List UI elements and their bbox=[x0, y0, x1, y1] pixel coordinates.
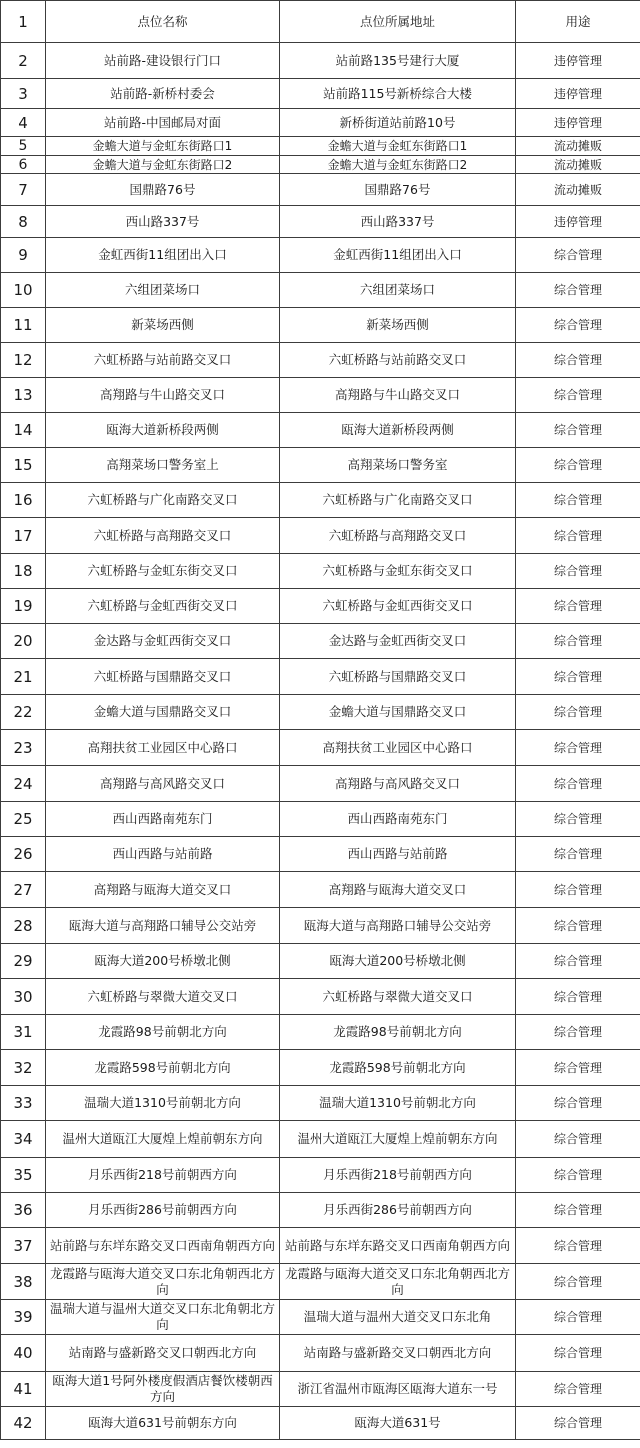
table-row bbox=[1, 156, 640, 174]
table-row bbox=[1, 908, 640, 944]
table-row bbox=[1, 206, 640, 238]
usage-cell: 综合管理 bbox=[516, 837, 640, 872]
table-row bbox=[1, 1228, 640, 1264]
location-name-cell: 六虹桥路与金虹东街交叉口 bbox=[46, 554, 280, 589]
table-row bbox=[1, 43, 640, 79]
location-address-cell: 金蟾大道与国鼎路交叉口 bbox=[280, 695, 516, 730]
location-address-cell: 瓯海大道200号桥墩北侧 bbox=[280, 944, 516, 979]
location-name-cell: 瓯海大道与高翔路口辅导公交站旁 bbox=[46, 908, 280, 944]
location-address-cell: 浙江省温州市瓯海区瓯海大道东一号 bbox=[280, 1372, 516, 1407]
location-name-cell: 站南路与盛新路交叉口朝西北方向 bbox=[46, 1335, 280, 1372]
location-name-cell: 月乐西街218号前朝西方向 bbox=[46, 1158, 280, 1193]
location-name-cell: 西山路337号 bbox=[46, 206, 280, 238]
row-number-cell: 13 bbox=[1, 378, 46, 413]
row-number-cell: 42 bbox=[1, 1407, 46, 1440]
location-address-cell: 高翔路与高风路交叉口 bbox=[280, 766, 516, 802]
usage-cell: 综合管理 bbox=[516, 1300, 640, 1335]
location-name-cell: 龙霞路598号前朝北方向 bbox=[46, 1050, 280, 1086]
usage-cell: 综合管理 bbox=[516, 554, 640, 589]
usage-cell: 违停管理 bbox=[516, 43, 640, 79]
usage-cell: 综合管理 bbox=[516, 273, 640, 308]
usage-cell: 综合管理 bbox=[516, 413, 640, 448]
row-number-cell: 31 bbox=[1, 1015, 46, 1050]
usage-cell: 综合管理 bbox=[516, 802, 640, 837]
row-number-cell: 35 bbox=[1, 1158, 46, 1193]
table-row bbox=[1, 1086, 640, 1121]
location-name-cell: 六虹桥路与站前路交叉口 bbox=[46, 343, 280, 378]
header-address-cell: 点位所属地址 bbox=[280, 1, 516, 43]
usage-cell: 综合管理 bbox=[516, 1264, 640, 1300]
row-number-cell: 41 bbox=[1, 1372, 46, 1407]
location-address-cell: 六虹桥路与高翔路交叉口 bbox=[280, 518, 516, 554]
usage-cell: 综合管理 bbox=[516, 1372, 640, 1407]
row-number-cell: 21 bbox=[1, 659, 46, 695]
table-row bbox=[1, 109, 640, 137]
location-name-cell: 高翔路与牛山路交叉口 bbox=[46, 378, 280, 413]
usage-cell: 综合管理 bbox=[516, 695, 640, 730]
usage-cell: 综合管理 bbox=[516, 944, 640, 979]
location-address-cell: 龙霞路98号前朝北方向 bbox=[280, 1015, 516, 1050]
usage-cell: 综合管理 bbox=[516, 908, 640, 944]
usage-cell: 综合管理 bbox=[516, 518, 640, 554]
header-row bbox=[1, 1, 640, 43]
table-row bbox=[1, 802, 640, 837]
usage-cell: 综合管理 bbox=[516, 1228, 640, 1264]
row-number-cell: 3 bbox=[1, 79, 46, 109]
table-row bbox=[1, 730, 640, 766]
table-row bbox=[1, 1335, 640, 1372]
location-name-cell: 瓯海大道631号前朝东方向 bbox=[46, 1407, 280, 1440]
location-name-cell: 六虹桥路与高翔路交叉口 bbox=[46, 518, 280, 554]
table-row bbox=[1, 1300, 640, 1335]
row-number-cell: 15 bbox=[1, 448, 46, 483]
usage-cell: 综合管理 bbox=[516, 483, 640, 518]
table-row bbox=[1, 554, 640, 589]
usage-cell: 综合管理 bbox=[516, 1407, 640, 1440]
row-number-cell: 10 bbox=[1, 273, 46, 308]
location-address-cell: 金虹西街11组团出入口 bbox=[280, 238, 516, 273]
location-address-cell: 温瑞大道1310号前朝北方向 bbox=[280, 1086, 516, 1121]
table-row bbox=[1, 1050, 640, 1086]
location-address-cell: 月乐西街218号前朝西方向 bbox=[280, 1158, 516, 1193]
row-number-cell: 29 bbox=[1, 944, 46, 979]
location-name-cell: 龙霞路与瓯海大道交叉口东北角朝西北方向 bbox=[46, 1264, 280, 1300]
location-name-cell: 金虹西街11组团出入口 bbox=[46, 238, 280, 273]
table-row bbox=[1, 448, 640, 483]
location-name-cell: 站前路-新桥村委会 bbox=[46, 79, 280, 109]
row-number-cell: 17 bbox=[1, 518, 46, 554]
row-number-cell: 7 bbox=[1, 174, 46, 206]
usage-cell: 违停管理 bbox=[516, 79, 640, 109]
usage-cell: 流动摊贩 bbox=[516, 156, 640, 174]
location-address-cell: 六组团菜场口 bbox=[280, 273, 516, 308]
row-number-cell: 34 bbox=[1, 1121, 46, 1158]
row-number-cell: 16 bbox=[1, 483, 46, 518]
table-row bbox=[1, 378, 640, 413]
row-number-cell: 4 bbox=[1, 109, 46, 137]
usage-cell: 综合管理 bbox=[516, 1121, 640, 1158]
row-number-cell: 2 bbox=[1, 43, 46, 79]
location-name-cell: 西山西路与站前路 bbox=[46, 837, 280, 872]
location-address-cell: 西山路337号 bbox=[280, 206, 516, 238]
location-name-cell: 月乐西街286号前朝西方向 bbox=[46, 1193, 280, 1228]
row-number-cell: 25 bbox=[1, 802, 46, 837]
row-number-cell: 28 bbox=[1, 908, 46, 944]
location-name-cell: 六虹桥路与金虹西街交叉口 bbox=[46, 589, 280, 624]
location-name-cell: 站前路与东垟东路交叉口西南角朝西方向 bbox=[46, 1228, 280, 1264]
location-name-cell: 温瑞大道1310号前朝北方向 bbox=[46, 1086, 280, 1121]
location-name-cell: 六虹桥路与翠微大道交叉口 bbox=[46, 979, 280, 1015]
usage-cell: 综合管理 bbox=[516, 872, 640, 908]
location-name-cell: 瓯海大道新桥段两侧 bbox=[46, 413, 280, 448]
location-name-cell: 六组团菜场口 bbox=[46, 273, 280, 308]
row-number-cell: 27 bbox=[1, 872, 46, 908]
table-row bbox=[1, 483, 640, 518]
table-row bbox=[1, 1264, 640, 1300]
location-address-cell: 六虹桥路与翠微大道交叉口 bbox=[280, 979, 516, 1015]
table-row bbox=[1, 79, 640, 109]
usage-cell: 违停管理 bbox=[516, 109, 640, 137]
row-number-cell: 40 bbox=[1, 1335, 46, 1372]
row-number-cell: 9 bbox=[1, 238, 46, 273]
row-number-cell: 18 bbox=[1, 554, 46, 589]
location-name-cell: 金蟾大道与金虹东街路口1 bbox=[46, 137, 280, 156]
location-address-cell: 金达路与金虹西街交叉口 bbox=[280, 624, 516, 659]
usage-cell: 综合管理 bbox=[516, 1193, 640, 1228]
row-number-cell: 23 bbox=[1, 730, 46, 766]
table-row bbox=[1, 308, 640, 343]
table-row bbox=[1, 766, 640, 802]
location-address-cell: 西山西路南苑东门 bbox=[280, 802, 516, 837]
location-address-cell: 月乐西街286号前朝西方向 bbox=[280, 1193, 516, 1228]
usage-cell: 综合管理 bbox=[516, 308, 640, 343]
location-name-cell: 温州大道瓯江大厦煌上煌前朝东方向 bbox=[46, 1121, 280, 1158]
row-number-cell: 38 bbox=[1, 1264, 46, 1300]
table-row bbox=[1, 518, 640, 554]
location-address-cell: 六虹桥路与国鼎路交叉口 bbox=[280, 659, 516, 695]
table-body bbox=[1, 1, 640, 1440]
header-use-cell: 用途 bbox=[516, 1, 640, 43]
table-row bbox=[1, 659, 640, 695]
usage-cell: 综合管理 bbox=[516, 979, 640, 1015]
usage-cell: 综合管理 bbox=[516, 378, 640, 413]
usage-cell: 综合管理 bbox=[516, 1335, 640, 1372]
header-name-cell: 点位名称 bbox=[46, 1, 280, 43]
location-address-cell: 新菜场西侧 bbox=[280, 308, 516, 343]
usage-cell: 综合管理 bbox=[516, 730, 640, 766]
table-row bbox=[1, 1372, 640, 1407]
location-name-cell: 金达路与金虹西街交叉口 bbox=[46, 624, 280, 659]
row-number-cell: 33 bbox=[1, 1086, 46, 1121]
row-number-cell: 37 bbox=[1, 1228, 46, 1264]
table-row bbox=[1, 837, 640, 872]
usage-cell: 综合管理 bbox=[516, 343, 640, 378]
usage-cell: 综合管理 bbox=[516, 589, 640, 624]
location-name-cell: 站前路-中国邮局对面 bbox=[46, 109, 280, 137]
usage-cell: 综合管理 bbox=[516, 448, 640, 483]
location-address-cell: 高翔菜场口警务室 bbox=[280, 448, 516, 483]
location-address-cell: 站前路与东垟东路交叉口西南角朝西方向 bbox=[280, 1228, 516, 1264]
table-row bbox=[1, 174, 640, 206]
table-row bbox=[1, 1193, 640, 1228]
location-name-cell: 瓯海大道200号桥墩北侧 bbox=[46, 944, 280, 979]
location-name-cell: 国鼎路76号 bbox=[46, 174, 280, 206]
table-row bbox=[1, 343, 640, 378]
row-number-cell: 26 bbox=[1, 837, 46, 872]
table-row bbox=[1, 872, 640, 908]
table-row bbox=[1, 1407, 640, 1440]
location-name-cell: 高翔路与高风路交叉口 bbox=[46, 766, 280, 802]
usage-cell: 综合管理 bbox=[516, 1086, 640, 1121]
row-number-cell: 11 bbox=[1, 308, 46, 343]
location-address-cell: 温州大道瓯江大厦煌上煌前朝东方向 bbox=[280, 1121, 516, 1158]
location-name-cell: 新菜场西侧 bbox=[46, 308, 280, 343]
location-address-cell: 瓯海大道631号 bbox=[280, 1407, 516, 1440]
table-row bbox=[1, 413, 640, 448]
usage-cell: 综合管理 bbox=[516, 766, 640, 802]
location-name-cell: 六虹桥路与国鼎路交叉口 bbox=[46, 659, 280, 695]
row-number-cell: 24 bbox=[1, 766, 46, 802]
row-number-cell: 6 bbox=[1, 156, 46, 174]
location-address-cell: 国鼎路76号 bbox=[280, 174, 516, 206]
row-number-cell: 30 bbox=[1, 979, 46, 1015]
usage-cell: 综合管理 bbox=[516, 624, 640, 659]
table-row bbox=[1, 944, 640, 979]
location-address-cell: 金蟾大道与金虹东街路口2 bbox=[280, 156, 516, 174]
usage-cell: 流动摊贩 bbox=[516, 137, 640, 156]
location-address-cell: 金蟾大道与金虹东街路口1 bbox=[280, 137, 516, 156]
location-address-cell: 高翔路与牛山路交叉口 bbox=[280, 378, 516, 413]
location-address-cell: 龙霞路598号前朝北方向 bbox=[280, 1050, 516, 1086]
table-row bbox=[1, 1158, 640, 1193]
row-number-cell: 20 bbox=[1, 624, 46, 659]
row-number-cell: 36 bbox=[1, 1193, 46, 1228]
header-no-cell: 1 bbox=[1, 1, 46, 43]
usage-cell: 综合管理 bbox=[516, 659, 640, 695]
location-address-cell: 站南路与盛新路交叉口朝西北方向 bbox=[280, 1335, 516, 1372]
row-number-cell: 5 bbox=[1, 137, 46, 156]
table-row bbox=[1, 137, 640, 156]
location-name-cell: 站前路-建设银行门口 bbox=[46, 43, 280, 79]
location-name-cell: 高翔扶贫工业园区中心路口 bbox=[46, 730, 280, 766]
row-number-cell: 14 bbox=[1, 413, 46, 448]
location-name-cell: 高翔路与瓯海大道交叉口 bbox=[46, 872, 280, 908]
table-row bbox=[1, 624, 640, 659]
row-number-cell: 22 bbox=[1, 695, 46, 730]
table-row bbox=[1, 589, 640, 624]
location-address-cell: 瓯海大道与高翔路口辅导公交站旁 bbox=[280, 908, 516, 944]
location-name-cell: 西山西路南苑东门 bbox=[46, 802, 280, 837]
location-address-cell: 温瑞大道与温州大道交叉口东北角 bbox=[280, 1300, 516, 1335]
location-address-cell: 高翔路与瓯海大道交叉口 bbox=[280, 872, 516, 908]
location-name-cell: 金蟾大道与国鼎路交叉口 bbox=[46, 695, 280, 730]
location-name-cell: 温瑞大道与温州大道交叉口东北角朝北方向 bbox=[46, 1300, 280, 1335]
location-address-cell: 六虹桥路与广化南路交叉口 bbox=[280, 483, 516, 518]
row-number-cell: 32 bbox=[1, 1050, 46, 1086]
row-number-cell: 8 bbox=[1, 206, 46, 238]
location-name-cell: 金蟾大道与金虹东街路口2 bbox=[46, 156, 280, 174]
row-number-cell: 19 bbox=[1, 589, 46, 624]
location-address-cell: 高翔扶贫工业园区中心路口 bbox=[280, 730, 516, 766]
location-name-cell: 高翔菜场口警务室上 bbox=[46, 448, 280, 483]
table-row bbox=[1, 695, 640, 730]
table-row bbox=[1, 238, 640, 273]
location-address-cell: 瓯海大道新桥段两侧 bbox=[280, 413, 516, 448]
usage-cell: 综合管理 bbox=[516, 1158, 640, 1193]
location-name-cell: 龙霞路98号前朝北方向 bbox=[46, 1015, 280, 1050]
table-row bbox=[1, 979, 640, 1015]
usage-cell: 综合管理 bbox=[516, 1015, 640, 1050]
usage-cell: 综合管理 bbox=[516, 238, 640, 273]
table-row bbox=[1, 1121, 640, 1158]
row-number-cell: 12 bbox=[1, 343, 46, 378]
table-row bbox=[1, 1015, 640, 1050]
location-address-cell: 六虹桥路与金虹东街交叉口 bbox=[280, 554, 516, 589]
location-address-cell: 站前路135号建行大厦 bbox=[280, 43, 516, 79]
location-name-cell: 瓯海大道1号阿外楼度假酒店餐饮楼朝西方向 bbox=[46, 1372, 280, 1407]
usage-cell: 流动摊贩 bbox=[516, 174, 640, 206]
location-name-cell: 六虹桥路与广化南路交叉口 bbox=[46, 483, 280, 518]
location-address-cell: 龙霞路与瓯海大道交叉口东北角朝西北方向 bbox=[280, 1264, 516, 1300]
row-number-cell: 39 bbox=[1, 1300, 46, 1335]
location-address-cell: 六虹桥路与站前路交叉口 bbox=[280, 343, 516, 378]
location-address-cell: 六虹桥路与金虹西街交叉口 bbox=[280, 589, 516, 624]
location-address-cell: 新桥街道站前路10号 bbox=[280, 109, 516, 137]
usage-cell: 违停管理 bbox=[516, 206, 640, 238]
location-address-cell: 站前路115号新桥综合大楼 bbox=[280, 79, 516, 109]
location-address-cell: 西山西路与站前路 bbox=[280, 837, 516, 872]
table-row bbox=[1, 273, 640, 308]
usage-cell: 综合管理 bbox=[516, 1050, 640, 1086]
